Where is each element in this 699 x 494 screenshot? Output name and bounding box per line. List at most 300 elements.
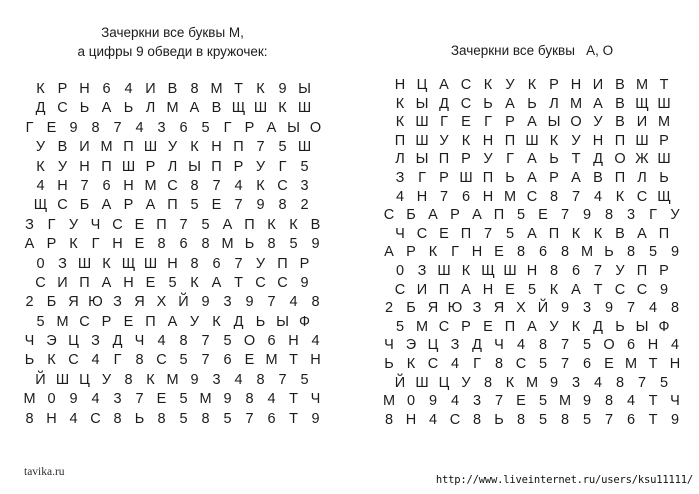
grid-cell[interactable]: 6: [571, 262, 581, 279]
grid-cell[interactable]: Ы: [415, 151, 429, 168]
grid-cell[interactable]: Е: [494, 244, 504, 261]
grid-cell[interactable]: 7: [626, 300, 636, 317]
grid-cell[interactable]: А: [527, 151, 537, 168]
grid-cell[interactable]: П: [394, 132, 406, 149]
grid-cell[interactable]: 9: [201, 294, 210, 311]
grid-cell[interactable]: П: [482, 169, 494, 186]
grid-cell[interactable]: К: [549, 281, 559, 298]
grid-cell[interactable]: 8: [384, 411, 394, 428]
grid-cell[interactable]: Й: [394, 374, 406, 391]
grid-cell[interactable]: Ш: [415, 374, 429, 391]
grid-cell[interactable]: Н: [592, 132, 604, 149]
grid-cell[interactable]: Т: [234, 81, 243, 97]
grid-cell[interactable]: Н: [669, 355, 681, 372]
grid-cell[interactable]: А: [505, 95, 515, 112]
grid-cell[interactable]: Ч: [24, 333, 35, 350]
grid-cell[interactable]: 6: [179, 119, 188, 136]
grid-cell[interactable]: Р: [450, 207, 460, 224]
grid-cell[interactable]: 5: [223, 410, 232, 427]
grid-cell[interactable]: В: [57, 139, 68, 156]
grid-cell[interactable]: Ш: [253, 100, 268, 117]
grid-cell[interactable]: Ы: [635, 318, 649, 335]
grid-cell[interactable]: П: [658, 225, 670, 242]
grid-cell[interactable]: У: [255, 158, 266, 175]
grid-cell[interactable]: Н: [211, 139, 222, 156]
grid-cell[interactable]: 5: [300, 158, 309, 175]
grid-cell[interactable]: Н: [394, 77, 406, 93]
grid-cell[interactable]: 4: [36, 177, 45, 194]
grid-cell[interactable]: Р: [57, 81, 68, 97]
grid-cell[interactable]: Я: [68, 294, 79, 311]
grid-cell[interactable]: 7: [560, 355, 570, 372]
grid-cell[interactable]: 8: [560, 244, 570, 261]
grid-cell[interactable]: Н: [288, 333, 299, 350]
grid-cell[interactable]: 7: [256, 139, 265, 156]
grid-cell[interactable]: Ц: [79, 371, 90, 388]
grid-cell[interactable]: К: [47, 352, 56, 369]
grid-cell[interactable]: 7: [560, 337, 570, 354]
grid-cell[interactable]: 7: [212, 177, 221, 194]
grid-cell[interactable]: К: [461, 132, 471, 149]
grid-cell[interactable]: А: [527, 318, 537, 335]
grid-cell[interactable]: 9: [223, 391, 232, 408]
grid-cell[interactable]: Т: [659, 77, 669, 93]
grid-cell[interactable]: А: [527, 114, 537, 131]
grid-cell[interactable]: 8: [124, 371, 133, 388]
grid-cell[interactable]: И: [79, 139, 90, 156]
grid-cell[interactable]: А: [101, 274, 112, 291]
grid-cell[interactable]: 8: [179, 333, 188, 350]
grid-cell[interactable]: Г: [113, 352, 122, 369]
grid-cell[interactable]: Ш: [297, 139, 312, 156]
grid-cell[interactable]: Э: [46, 333, 57, 350]
grid-cell[interactable]: К: [190, 139, 199, 156]
grid-cell[interactable]: Т: [648, 393, 658, 410]
grid-cell[interactable]: С: [416, 225, 428, 242]
grid-cell[interactable]: С: [449, 411, 461, 428]
grid-cell[interactable]: М: [100, 139, 113, 156]
grid-cell[interactable]: Х: [516, 300, 526, 317]
grid-cell[interactable]: 4: [157, 333, 166, 350]
grid-cell[interactable]: Г: [451, 244, 459, 261]
grid-cell[interactable]: 3: [223, 294, 232, 311]
grid-cell[interactable]: Н: [123, 177, 134, 194]
grid-cell[interactable]: К: [395, 114, 405, 131]
grid-cell[interactable]: У: [615, 262, 625, 279]
grid-cell[interactable]: 8: [245, 391, 254, 408]
grid-cell[interactable]: 5: [538, 355, 548, 372]
grid-cell[interactable]: 7: [637, 374, 647, 391]
grid-cell[interactable]: 9: [245, 294, 254, 311]
grid-cell[interactable]: 8: [494, 355, 504, 372]
grid-cell[interactable]: 7: [593, 262, 603, 279]
grid-cell[interactable]: Р: [299, 255, 310, 272]
grid-cell[interactable]: П: [145, 313, 156, 330]
grid-cell[interactable]: Н: [482, 132, 494, 149]
grid-cell[interactable]: С: [90, 410, 101, 427]
grid-cell[interactable]: И: [145, 81, 156, 97]
grid-cell[interactable]: 5: [201, 216, 210, 233]
grid-cell[interactable]: С: [460, 77, 472, 93]
grid-cell[interactable]: К: [267, 216, 276, 233]
grid-cell[interactable]: 8: [549, 188, 559, 205]
grid-cell[interactable]: У: [101, 371, 112, 388]
grid-cell[interactable]: Ь: [134, 410, 145, 427]
grid-cell[interactable]: Ь: [24, 352, 35, 369]
grid-cell[interactable]: Н: [570, 77, 582, 93]
grid-cell[interactable]: А: [101, 197, 112, 214]
grid-cell[interactable]: 4: [135, 119, 144, 136]
grid-cell[interactable]: А: [571, 169, 581, 186]
grid-cell[interactable]: Ш: [437, 262, 451, 279]
grid-cell[interactable]: 5: [538, 393, 548, 410]
grid-cell[interactable]: А: [527, 169, 537, 186]
grid-cell[interactable]: 8: [267, 236, 276, 253]
grid-cell[interactable]: Л: [167, 158, 178, 175]
grid-cell[interactable]: А: [189, 100, 200, 117]
grid-cell[interactable]: 6: [626, 411, 636, 428]
grid-cell[interactable]: Щ: [657, 188, 671, 205]
grid-cell[interactable]: 7: [571, 188, 581, 205]
grid-cell[interactable]: Ы: [298, 81, 311, 97]
grid-cell[interactable]: Д: [439, 95, 449, 112]
grid-cell[interactable]: 7: [179, 216, 188, 233]
grid-cell[interactable]: А: [384, 244, 394, 261]
grid-cell[interactable]: 5: [289, 236, 298, 253]
grid-cell[interactable]: 9: [311, 410, 320, 427]
grid-cell[interactable]: 8: [670, 300, 680, 317]
grid-cell[interactable]: 8: [549, 262, 559, 279]
grid-cell[interactable]: 9: [604, 300, 614, 317]
grid-cell[interactable]: Т: [593, 281, 603, 298]
grid-cell[interactable]: Ь: [79, 100, 90, 117]
grid-cell[interactable]: 8: [135, 352, 144, 369]
grid-cell[interactable]: В: [615, 114, 625, 131]
grid-cell[interactable]: А: [637, 225, 647, 242]
grid-cell[interactable]: М: [503, 188, 517, 205]
grid-cell[interactable]: М: [624, 355, 638, 372]
grid-cell[interactable]: С: [79, 313, 90, 330]
grid-cell[interactable]: О: [570, 114, 582, 131]
grid-cell[interactable]: 7: [80, 177, 89, 194]
grid-cell[interactable]: З: [91, 333, 100, 350]
grid-cell[interactable]: Г: [649, 207, 657, 224]
grid-cell[interactable]: 6: [102, 177, 111, 194]
grid-cell[interactable]: К: [615, 188, 625, 205]
grid-cell[interactable]: М: [657, 114, 671, 131]
grid-cell[interactable]: 4: [670, 337, 680, 354]
grid-cell[interactable]: 9: [300, 274, 309, 291]
grid-cell[interactable]: И: [636, 114, 648, 131]
grid-cell[interactable]: 4: [311, 333, 320, 350]
grid-cell[interactable]: Р: [659, 262, 669, 279]
grid-cell[interactable]: Т: [289, 410, 298, 427]
grid-cell[interactable]: П: [233, 139, 244, 156]
grid-cell[interactable]: В: [615, 77, 625, 93]
grid-cell[interactable]: 4: [593, 188, 603, 205]
grid-cell[interactable]: А: [24, 236, 35, 253]
grid-cell[interactable]: У: [255, 255, 266, 272]
grid-cell[interactable]: О: [614, 151, 626, 168]
grid-cell[interactable]: В: [167, 81, 178, 97]
grid-cell[interactable]: М: [265, 352, 278, 369]
grid-cell[interactable]: С: [636, 188, 648, 205]
grid-cell[interactable]: Н: [167, 255, 178, 272]
grid-cell[interactable]: Т: [571, 151, 581, 168]
grid-cell[interactable]: Б: [79, 197, 90, 214]
grid-cell[interactable]: 0: [395, 262, 405, 279]
grid-cell[interactable]: Д: [35, 100, 46, 117]
grid-cell[interactable]: С: [277, 177, 288, 194]
grid-cell[interactable]: Ш: [77, 255, 92, 272]
grid-cell[interactable]: Ь: [384, 355, 394, 372]
grid-cell[interactable]: Ь: [494, 411, 504, 428]
grid-cell[interactable]: П: [504, 132, 516, 149]
grid-cell[interactable]: 5: [300, 371, 309, 388]
grid-cell[interactable]: Р: [461, 151, 471, 168]
grid-cell[interactable]: К: [428, 244, 438, 261]
grid-cell[interactable]: Н: [526, 262, 538, 279]
grid-cell[interactable]: 4: [267, 391, 276, 408]
grid-cell[interactable]: П: [504, 318, 516, 335]
grid-cell[interactable]: 9: [582, 393, 592, 410]
grid-cell[interactable]: Т: [289, 391, 298, 408]
grid-cell[interactable]: 5: [582, 411, 592, 428]
grid-cell[interactable]: 5: [516, 207, 526, 224]
grid-cell[interactable]: Ь: [505, 169, 515, 186]
grid-cell[interactable]: А: [527, 225, 537, 242]
grid-cell[interactable]: 9: [190, 371, 199, 388]
grid-cell[interactable]: Н: [112, 236, 123, 253]
grid-cell[interactable]: С: [68, 352, 79, 369]
grid-cell[interactable]: С: [427, 355, 439, 372]
grid-cell[interactable]: Ы: [415, 95, 429, 112]
grid-cell[interactable]: У: [670, 207, 680, 224]
grid-cell[interactable]: 3: [571, 374, 581, 391]
grid-cell[interactable]: В: [615, 225, 625, 242]
grid-cell[interactable]: Р: [123, 197, 134, 214]
grid-cell[interactable]: Ц: [427, 337, 439, 354]
grid-cell[interactable]: З: [25, 216, 34, 233]
grid-cell[interactable]: Р: [46, 236, 57, 253]
grid-cell[interactable]: А: [593, 95, 603, 112]
grid-cell[interactable]: Ч: [384, 337, 394, 354]
grid-cell[interactable]: 8: [311, 294, 320, 311]
grid-cell[interactable]: А: [439, 77, 449, 93]
grid-cell[interactable]: Н: [57, 177, 68, 194]
grid-cell[interactable]: 3: [300, 177, 309, 194]
grid-cell[interactable]: 9: [549, 374, 559, 391]
grid-cell[interactable]: Ц: [416, 77, 428, 93]
grid-cell[interactable]: К: [256, 177, 265, 194]
grid-cell[interactable]: Е: [211, 197, 222, 214]
grid-cell[interactable]: Ш: [635, 132, 649, 149]
grid-cell[interactable]: 7: [113, 119, 122, 136]
grid-cell[interactable]: 0: [47, 391, 56, 408]
grid-cell[interactable]: 3: [113, 391, 122, 408]
grid-cell[interactable]: Л: [145, 100, 156, 117]
grid-cell[interactable]: 5: [179, 352, 188, 369]
grid-cell[interactable]: У: [439, 132, 449, 149]
grid-cell[interactable]: 5: [179, 391, 188, 408]
grid-cell[interactable]: 7: [278, 371, 287, 388]
grid-cell[interactable]: С: [383, 207, 395, 224]
grid-cell[interactable]: 2: [300, 197, 309, 214]
grid-cell[interactable]: Е: [483, 318, 493, 335]
grid-cell[interactable]: И: [57, 274, 68, 291]
grid-cell[interactable]: П: [244, 216, 255, 233]
grid-cell[interactable]: 5: [505, 225, 515, 242]
grid-cell[interactable]: Ш: [657, 95, 671, 112]
grid-cell[interactable]: 7: [201, 352, 210, 369]
grid-cell[interactable]: 8: [157, 410, 166, 427]
grid-cell[interactable]: 4: [234, 371, 243, 388]
grid-cell[interactable]: Р: [549, 77, 559, 93]
grid-cell[interactable]: Й: [537, 300, 549, 317]
grid-cell[interactable]: Г: [223, 119, 232, 136]
grid-cell[interactable]: В: [310, 216, 321, 233]
grid-cell[interactable]: 7: [439, 188, 449, 205]
grid-cell[interactable]: 9: [582, 207, 592, 224]
grid-cell[interactable]: Е: [134, 216, 145, 233]
grid-cell[interactable]: 7: [604, 411, 614, 428]
grid-cell[interactable]: 9: [69, 119, 78, 136]
grid-cell[interactable]: С: [277, 274, 288, 291]
grid-cell[interactable]: Т: [289, 352, 298, 369]
grid-cell[interactable]: А: [145, 197, 156, 214]
grid-cell[interactable]: 4: [648, 300, 658, 317]
grid-cell[interactable]: 7: [135, 391, 144, 408]
grid-cell[interactable]: Ч: [134, 333, 145, 350]
grid-cell[interactable]: М: [166, 371, 179, 388]
grid-cell[interactable]: М: [199, 391, 212, 408]
grid-cell[interactable]: Е: [123, 313, 134, 330]
grid-cell[interactable]: К: [571, 225, 581, 242]
grid-cell[interactable]: С: [112, 216, 123, 233]
grid-cell[interactable]: Э: [405, 337, 417, 354]
grid-cell[interactable]: К: [256, 81, 265, 97]
grid-cell[interactable]: Р: [505, 114, 515, 131]
grid-cell[interactable]: Н: [79, 158, 90, 175]
grid-cell[interactable]: Н: [471, 244, 483, 261]
grid-cell[interactable]: 4: [91, 352, 100, 369]
grid-cell[interactable]: Е: [156, 391, 167, 408]
grid-cell[interactable]: 8: [190, 177, 199, 194]
grid-cell[interactable]: М: [558, 393, 572, 410]
grid-cell[interactable]: М: [166, 100, 179, 117]
grid-cell[interactable]: 8: [25, 410, 34, 427]
grid-cell[interactable]: Щ: [121, 255, 136, 272]
grid-cell[interactable]: Ф: [298, 313, 311, 330]
grid-cell[interactable]: К: [483, 77, 493, 93]
grid-cell[interactable]: Ы: [547, 114, 561, 131]
grid-cell[interactable]: С: [636, 281, 648, 298]
grid-cell[interactable]: П: [614, 169, 626, 186]
grid-cell[interactable]: Ь: [549, 151, 559, 168]
grid-cell[interactable]: Г: [473, 355, 481, 372]
grid-cell[interactable]: М: [56, 313, 69, 330]
grid-cell[interactable]: Ш: [525, 132, 539, 149]
grid-cell[interactable]: 4: [450, 393, 460, 410]
grid-cell[interactable]: К: [212, 313, 221, 330]
grid-cell[interactable]: П: [79, 274, 90, 291]
grid-cell[interactable]: 6: [179, 236, 188, 253]
grid-cell[interactable]: З: [113, 294, 122, 311]
grid-cell[interactable]: Г: [440, 114, 448, 131]
grid-cell[interactable]: Е: [46, 119, 57, 136]
grid-cell[interactable]: В: [211, 100, 222, 117]
grid-cell[interactable]: Б: [406, 300, 416, 317]
grid-cell[interactable]: 4: [428, 411, 438, 428]
grid-cell[interactable]: 5: [168, 274, 177, 291]
grid-cell[interactable]: Г: [91, 236, 100, 253]
grid-cell[interactable]: У: [571, 132, 581, 149]
grid-cell[interactable]: Г: [506, 151, 514, 168]
grid-cell[interactable]: В: [615, 95, 625, 112]
grid-cell[interactable]: Н: [310, 352, 321, 369]
grid-cell[interactable]: 8: [157, 236, 166, 253]
grid-cell[interactable]: 3: [212, 371, 221, 388]
grid-cell[interactable]: К: [527, 77, 537, 93]
grid-cell[interactable]: С: [167, 177, 178, 194]
grid-cell[interactable]: 3: [157, 119, 166, 136]
grid-cell[interactable]: 5: [582, 337, 592, 354]
grid-cell[interactable]: 8: [604, 207, 614, 224]
grid-cell[interactable]: 0: [36, 255, 45, 272]
grid-cell[interactable]: З: [58, 255, 67, 272]
grid-cell[interactable]: Ь: [255, 313, 266, 330]
grid-cell[interactable]: М: [569, 95, 583, 112]
grid-cell[interactable]: Р: [406, 244, 416, 261]
grid-cell[interactable]: М: [23, 391, 36, 408]
grid-cell[interactable]: В: [593, 169, 603, 186]
grid-cell[interactable]: К: [36, 158, 45, 175]
grid-cell[interactable]: Ч: [670, 393, 680, 410]
grid-cell[interactable]: 8: [472, 411, 482, 428]
grid-cell[interactable]: С: [515, 355, 527, 372]
grid-cell[interactable]: 8: [201, 236, 210, 253]
grid-cell[interactable]: К: [505, 374, 515, 391]
grid-cell[interactable]: Ч: [90, 216, 101, 233]
grid-cell[interactable]: Г: [418, 169, 426, 186]
grid-cell[interactable]: Г: [278, 158, 287, 175]
grid-cell[interactable]: Е: [505, 281, 515, 298]
grid-cell[interactable]: П: [211, 158, 222, 175]
grid-cell[interactable]: А: [472, 207, 482, 224]
grid-cell[interactable]: К: [593, 225, 603, 242]
grid-cell[interactable]: К: [571, 318, 581, 335]
grid-cell[interactable]: Е: [145, 274, 156, 291]
grid-cell[interactable]: 6: [212, 255, 221, 272]
grid-cell[interactable]: 8: [278, 197, 287, 214]
grid-cell[interactable]: 7: [245, 410, 254, 427]
grid-cell[interactable]: С: [255, 274, 266, 291]
grid-cell[interactable]: 4: [289, 294, 298, 311]
grid-cell[interactable]: Л: [549, 95, 559, 112]
grid-cell[interactable]: Й: [35, 371, 46, 388]
grid-cell[interactable]: Ы: [276, 313, 289, 330]
grid-cell[interactable]: Н: [46, 410, 57, 427]
grid-cell[interactable]: Ш: [657, 151, 671, 168]
grid-cell[interactable]: 6: [538, 244, 548, 261]
grid-cell[interactable]: 5: [190, 197, 199, 214]
grid-cell[interactable]: Ш: [143, 139, 158, 156]
grid-cell[interactable]: 5: [223, 333, 232, 350]
grid-cell[interactable]: Д: [112, 333, 123, 350]
grid-cell[interactable]: Ч: [494, 337, 504, 354]
grid-cell[interactable]: Ь: [527, 95, 537, 112]
grid-cell[interactable]: Т: [234, 274, 243, 291]
